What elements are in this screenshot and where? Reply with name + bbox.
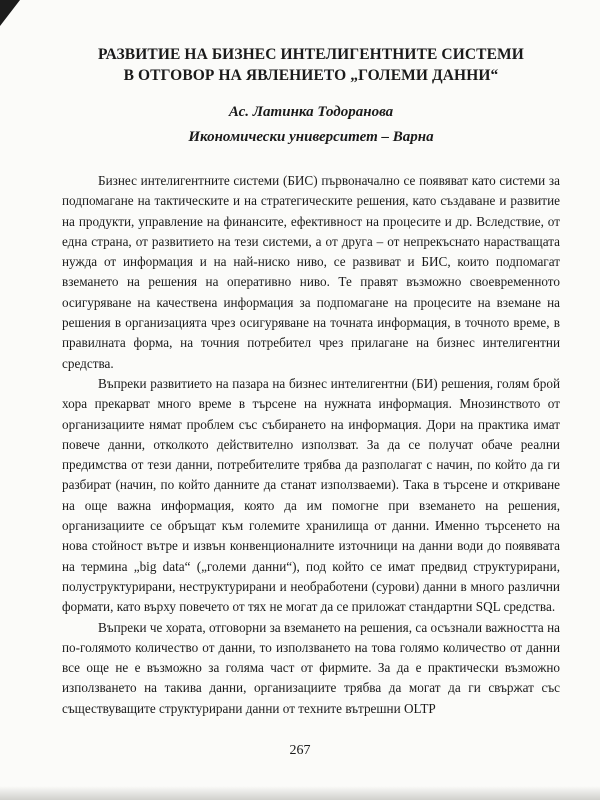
page-content [62, 44, 560, 719]
scan-shadow-corner [0, 0, 20, 26]
author-name: Ас. Латинка Тодоранова [228, 104, 394, 120]
page-number: 267 [289, 743, 311, 758]
title-line-2: В ОТГОВОР НА ЯВЛЕНИЕТО „ГОЛЕМИ ДАННИ“ [123, 67, 499, 84]
article-body [62, 171, 560, 719]
paragraph-2: Въпреки развитието на пазара на бизнес интелигентни (БИ) решения, голям брой хора прекарват много време в търсене на нужната информация. Мнозинството от организациите нямат проблем със събирането на информация. Дори на практика имат повече данни, отколкото действително използват. За да се получат обаче реални предимства от тези данни, потребителите трябва да разполагат с начин, по който да ги разбират (начин, по който данните да станат използваеми). Така в търсене и откриване на още важна информация, която да им помогне при вземането на решения, организациите се обръщат към големите хранилища от данни. Именно търсенето на нова стойност вътре и извън конвенционалните източници на данни води до появявата на термина „big data“ („големи данни“), под който се имат предвид структурирани, полуструктурирани, неструктурирани и необработени (сурови) данни в много различни формати, като върху повечето от тях не могат да се приложат стандартни SQL средства. [62, 375, 560, 615]
scan-shadow-bottom [0, 786, 600, 800]
paragraph-3: Въпреки че хората, отговорни за вземането на решения, са осъзнали важността на по-голямото количество от данни, то използването на това голямо количество от данни все още не е възможно за голяма част от фирмите. За да е практически възможно използването на такива данни, организациите трябва да могат да ги свържат със съществуващите структурирани данни от техните вътрешни OLTP [62, 619, 560, 716]
article-title [62, 44, 560, 86]
paragraph-1: Бизнес интелигентните системи (БИС) първоначално се появяват като системи за подпомагане на тактическите и на стратегическите решения, като създаване и развитие на продукти, управление на финансите, ефективност на процесите и др. Вследствие, от една страна, от развитието на тези системи, а от друга – от непрекъснато нарастващата нужда от информация и на най-ниско ниво, се развиват и БИС, които подпомагат вземането на решения на оперативно ниво. Те правят възможно своевременното осигуряване на качествена информация за подпомагане на процесите на вземане на решения в организацията чрез осигуряване на точната информация, в точното време, в правилната форма, на точния потребител чрез прилагане на бизнес интелигентни средства. [62, 173, 560, 371]
author-affiliation: Икономически университет – Варна [188, 129, 434, 145]
title-line-1: РАЗВИТИЕ НА БИЗНЕС ИНТЕЛИГЕНТНИТЕ СИСТЕМИ [98, 46, 524, 63]
